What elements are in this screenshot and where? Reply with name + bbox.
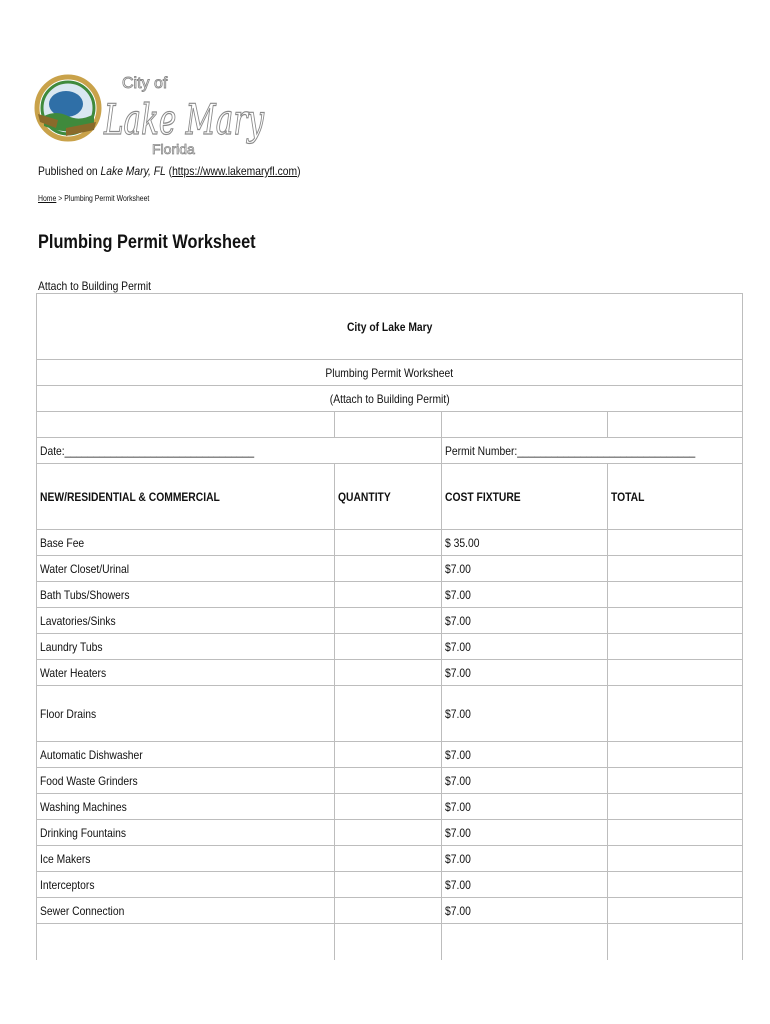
fixture-name-text: Base Fee (40, 535, 85, 550)
cost-cell-text: $7.00 (445, 825, 471, 840)
column-header-row (37, 464, 743, 530)
cost-cell (442, 820, 608, 846)
fixture-name (37, 768, 335, 794)
fixture-name (37, 582, 335, 608)
total-cell[interactable] (608, 846, 743, 872)
total-cell[interactable] (608, 634, 743, 660)
fixture-name-text: Automatic Dishwasher (40, 747, 143, 762)
cost-cell (442, 608, 608, 634)
table-row (37, 530, 743, 556)
quantity-cell[interactable] (335, 608, 442, 634)
quantity-cell[interactable] (335, 768, 442, 794)
total-cell[interactable] (608, 530, 743, 556)
fixture-name (37, 556, 335, 582)
worksheet-attach-row (37, 386, 743, 412)
fixture-name-text: Lavatories/Sinks (40, 613, 116, 628)
cost-cell-text: $7.00 (445, 613, 471, 628)
quantity-cell[interactable] (335, 530, 442, 556)
fixture-name (37, 742, 335, 768)
logo-script-text: Lake Mary (103, 95, 265, 144)
table-row (37, 846, 743, 872)
fixture-name-text: Bath Tubs/Showers (40, 587, 130, 602)
breadcrumb-current: Plumbing Permit Worksheet (64, 194, 150, 203)
logo-top-text: City of (122, 75, 168, 92)
column-header-total: TOTAL (611, 489, 645, 504)
total-cell[interactable] (608, 608, 743, 634)
table-row (37, 794, 743, 820)
empty-cell (608, 924, 743, 960)
total-cell[interactable] (608, 872, 743, 898)
table-row (37, 742, 743, 768)
cost-cell (442, 582, 608, 608)
fixture-name-text: Interceptors (40, 877, 95, 892)
cost-cell-text: $7.00 (445, 877, 471, 892)
fixture-name-text: Sewer Connection (40, 903, 125, 918)
cost-cell (442, 872, 608, 898)
table-row (37, 820, 743, 846)
fixture-name (37, 686, 335, 742)
cost-cell-text: $7.00 (445, 706, 471, 721)
quantity-cell[interactable] (335, 794, 442, 820)
breadcrumb-home-link[interactable]: Home (38, 194, 57, 203)
cost-cell-text: $ 35.00 (445, 535, 480, 550)
total-cell[interactable] (608, 742, 743, 768)
fixture-name-text: Water Closet/Urinal (40, 561, 130, 576)
quantity-cell[interactable] (335, 634, 442, 660)
date-label: Date:_________________________________ (40, 443, 255, 458)
quantity-cell[interactable] (335, 898, 442, 924)
cost-cell-text: $7.00 (445, 799, 471, 814)
quantity-cell[interactable] (335, 660, 442, 686)
total-cell[interactable] (608, 820, 743, 846)
worksheet-subtitle: Plumbing Permit Worksheet (325, 365, 454, 380)
cost-cell (442, 660, 608, 686)
quantity-cell[interactable] (335, 556, 442, 582)
quantity-cell[interactable] (335, 742, 442, 768)
table-row (37, 634, 743, 660)
fixture-name (37, 530, 335, 556)
spacer-cell (608, 412, 743, 438)
page-title: Plumbing Permit Worksheet (38, 232, 256, 253)
table-row (37, 660, 743, 686)
cost-cell-text: $7.00 (445, 587, 471, 602)
logo-bottom-text: Florida (152, 141, 195, 157)
spacer-cell (442, 412, 608, 438)
quantity-cell[interactable] (335, 846, 442, 872)
spacer-cell (37, 412, 335, 438)
spacer-row (37, 412, 743, 438)
city-seal-icon (36, 62, 272, 162)
permit-number-label: Permit Number:_______________________________ (445, 443, 696, 458)
fixture-name (37, 634, 335, 660)
cost-cell (442, 530, 608, 556)
fixture-name (37, 846, 335, 872)
cost-cell (442, 898, 608, 924)
spacer-cell (335, 412, 442, 438)
fixture-name (37, 794, 335, 820)
fixture-name-text: Laundry Tubs (40, 639, 103, 654)
worksheet-org: City of Lake Mary (346, 319, 433, 334)
cost-cell-text: $7.00 (445, 851, 471, 866)
date-permit-row (37, 438, 743, 464)
table-row (37, 608, 743, 634)
total-cell[interactable] (608, 660, 743, 686)
fixture-name (37, 660, 335, 686)
worksheet-org-row (37, 294, 743, 360)
cost-cell-text: $7.00 (445, 639, 471, 654)
permit-number-field[interactable] (442, 438, 743, 464)
worksheet-table (36, 293, 743, 960)
site-name: Lake Mary, FL (100, 164, 166, 178)
worksheet-subtitle-row (37, 360, 743, 386)
fixture-name-text: Washing Machines (40, 799, 127, 814)
table-row (37, 872, 743, 898)
fixture-name (37, 608, 335, 634)
fixture-name (37, 820, 335, 846)
fixture-name-text: Drinking Fountains (40, 825, 127, 840)
fixture-name-text: Ice Makers (40, 851, 91, 866)
table-row (37, 898, 743, 924)
worksheet-attach: (Attach to Building Permit) (329, 391, 450, 406)
cost-cell (442, 686, 608, 742)
cost-cell (442, 846, 608, 872)
cost-cell-text: $7.00 (445, 773, 471, 788)
fixture-name-text: Floor Drains (40, 706, 97, 721)
table-row (37, 582, 743, 608)
empty-cell (442, 924, 608, 960)
column-header-quantity: QUANTITY (338, 489, 391, 504)
cost-cell-text: $7.00 (445, 665, 471, 680)
cost-cell-text: $7.00 (445, 903, 471, 918)
cost-cell (442, 742, 608, 768)
total-cell[interactable] (608, 794, 743, 820)
total-cell[interactable] (608, 898, 743, 924)
column-header-cost: COST FIXTURE (445, 489, 521, 504)
published-line: Published on Lake Mary, FL (https://www.lakemaryfl.com) (38, 164, 301, 178)
total-cell[interactable] (608, 556, 743, 582)
total-cell[interactable] (608, 582, 743, 608)
breadcrumb (38, 194, 149, 203)
quantity-cell[interactable] (335, 820, 442, 846)
table-row (37, 556, 743, 582)
cost-cell (442, 634, 608, 660)
cost-cell (442, 768, 608, 794)
column-header-item: NEW/RESIDENTIAL & COMMERCIAL (40, 489, 220, 504)
table-row-empty (37, 924, 743, 960)
fixture-name (37, 898, 335, 924)
fixture-name-text: Water Heaters (40, 665, 107, 680)
quantity-cell[interactable] (335, 686, 442, 742)
cost-cell-text: $7.00 (445, 747, 471, 762)
cost-cell (442, 556, 608, 582)
attach-note: Attach to Building Permit (38, 279, 152, 293)
total-cell[interactable] (608, 768, 743, 794)
quantity-cell[interactable] (335, 872, 442, 898)
table-row (37, 686, 743, 742)
city-logo[interactable] (36, 62, 272, 162)
fixture-name-text: Food Waste Grinders (40, 773, 138, 788)
empty-cell (335, 924, 442, 960)
quantity-cell[interactable] (335, 582, 442, 608)
cost-cell (442, 794, 608, 820)
fixture-name (37, 872, 335, 898)
total-cell[interactable] (608, 686, 743, 742)
cost-cell-text: $7.00 (445, 561, 471, 576)
date-field[interactable] (37, 438, 442, 464)
table-row (37, 768, 743, 794)
empty-cell (37, 924, 335, 960)
breadcrumb-separator: > (56, 194, 65, 203)
site-url-link[interactable]: https://www.lakemaryfl.com (172, 164, 298, 178)
